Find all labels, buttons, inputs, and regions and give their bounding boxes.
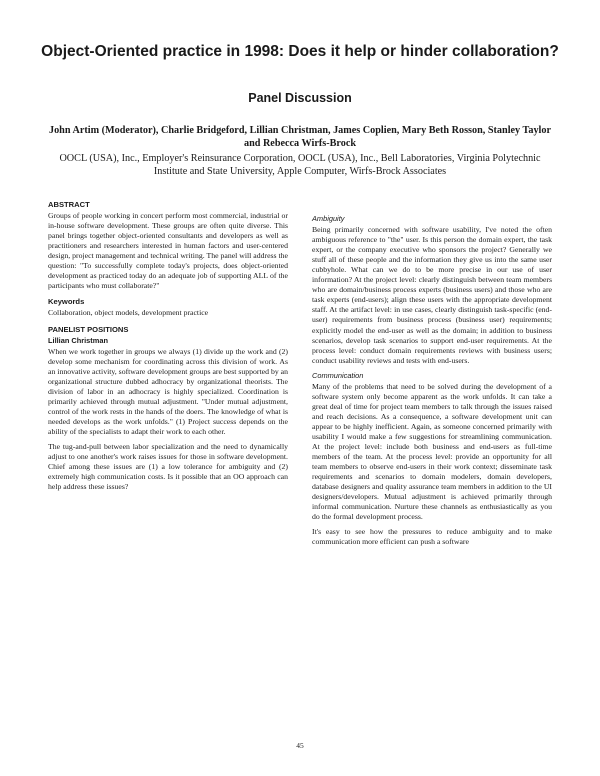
page-number: 45	[296, 741, 304, 750]
communication-text: Many of the problems that need to be solved during the development of a software system only become apparent as the work unfolds. It can take a great deal of time for project team members to talk through the issues raised and reach decisions. As a consequence, a software development unit can appear to be highly inefficient. Again, as someone concerned primarily with usability I would make a few suggestions for streamlining communication. At the project level: include both business and end-users as full-time members of the team. At the process level: provide an opportunity for all team members to observe end-users in their work context; disseminate task requirements and scenarios to domain modelers, domain developers, database designers and quality assurance team members in addition to the UI designers/developers. Mutual adjustment is achieved primarily through informal communication. Nurture these channels as enthusiastically as you do the formal development process.	[312, 381, 552, 522]
affiliation-list: OOCL (USA), Inc., Employer's Reinsurance Corporation, OOCL (USA), Inc., Bell Laboratories, Virginia Polytechnic Institute and State University, Apple Computer, Wirfs-Brock Associates	[59, 153, 541, 177]
author-list: John Artim (Moderator), Charlie Bridgeford, Lillian Christman, James Coplien, Mary Beth Rosson, Stanley Taylor and Rebecca Wirfs-Brock	[48, 125, 551, 149]
body-paragraph: When we work together in groups we always (1) divide up the work and (2) develop some mechanism for coordinating across this division of work. As an innovative activity, software development groups are best supported by an organizational structure dubbed adhocracy by organizational theorists. The division of labor in an adhocracy is highly specialized. Coordination is primarily achieved through mutual adjustment. "Under mutual adjustment, control of the work rests in the hands of the doers. The knowledge of what is needed develops as the work unfolds." (1) Project success depends on the ability of the specialists to adapt their work to each other.	[48, 346, 288, 436]
paper-subtitle: Panel Discussion	[248, 91, 352, 105]
abstract-text: Groups of people working in concert perform most commercial, industrial or in-house software development. These groups are often quite diverse. This panel brings together object-oriented consultants and developers as well as practitioners and researchers interested in human factors and user-centered design, project management and technical writing. The panel will address the question: "To successfully complete today's projects, does object-oriented development as practiced today do an adequate job of supporting ALL of the participants who must collaborate?"	[48, 211, 288, 291]
panelist-name: Lillian Christman	[48, 335, 108, 345]
closing-paragraph: It's easy to see how the pressures to reduce ambiguity and to make communication more efficient can push a software	[312, 527, 552, 547]
left-column	[48, 200, 288, 497]
right-column	[312, 212, 552, 553]
ambiguity-text: Being primarily concerned with software usability, I've noted the often ambiguous reference to "the" user. Is this person the domain expert, the task expert, or the company executive who sponsors the project? Generally we stuff all of these people and the information they give us into the same user cubbyhole. What can we do to be more precise in our use of user information? At the project level: clearly distinguish between team members who are domain/business process experts (business users) and those who are task experts (end-users); align these users with the appropriate development staff. At the artifact level: in use cases, clearly distinguish task-specific (end-user) requirements from business process (business user) requirements; explicitly model the end-user as well as the domain; in addition to business scenarios, develop task scenarios to support end-user requirements. At the process level: conduct domain requirements reviews with business users; conduct usability reviews and tests with end-users.	[312, 225, 552, 365]
ambiguity-heading: Ambiguity	[312, 214, 345, 223]
body-paragraph: The tug-and-pull between labor specialization and the need to dynamically adjust to one another's work raises issues for those in software development. Chief among these issues are (1) a low tolerance for ambiguity and (2) extremely high communication costs. Is it possible that an OO approach can help address these issues?	[48, 442, 288, 492]
panelist-positions-heading: PANELIST POSITIONS	[48, 324, 129, 334]
keywords-text: Collaboration, object models, development practice	[48, 308, 209, 318]
communication-heading: Communication	[312, 370, 364, 380]
keywords-heading: Keywords	[48, 297, 85, 307]
abstract-heading: ABSTRACT	[48, 200, 90, 209]
paper-title: Object-Oriented practice in 1998: Does it help or hinder collaboration?	[41, 43, 559, 60]
